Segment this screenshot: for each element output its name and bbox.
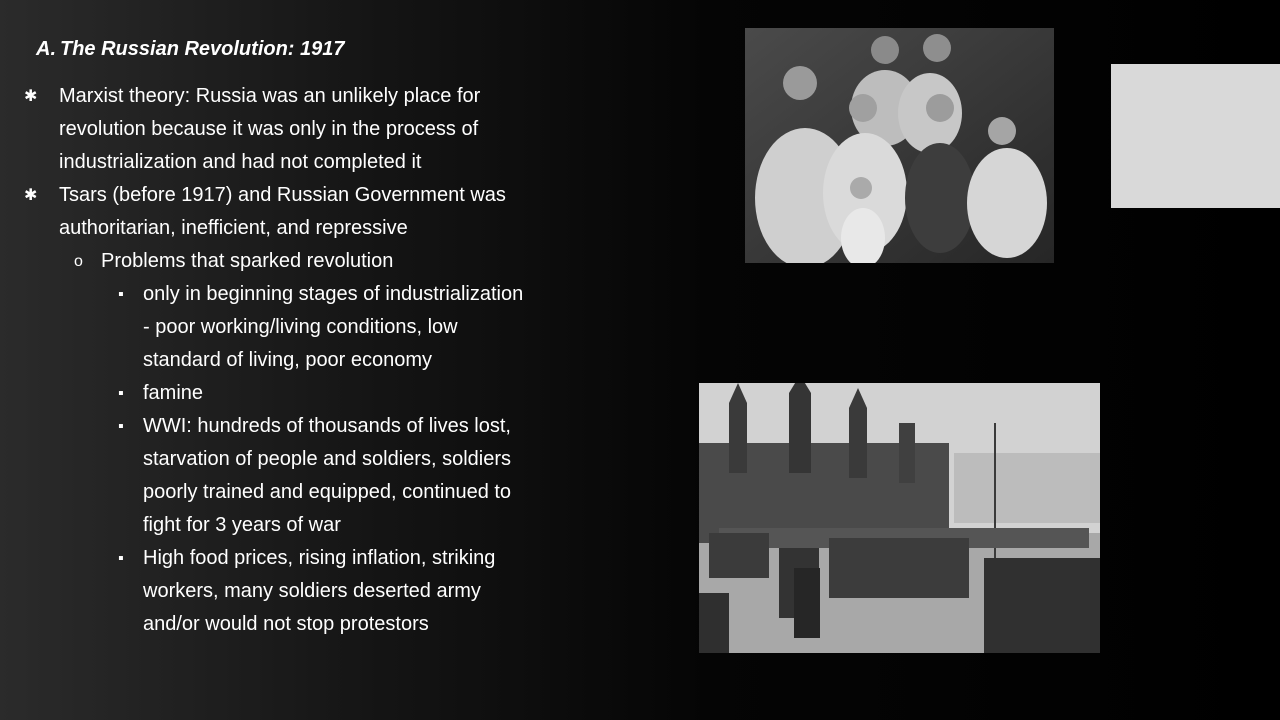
placeholder-box	[1111, 64, 1280, 208]
bullet-line	[24, 245, 604, 278]
bullet-text: standard of living, poor economy	[143, 349, 433, 371]
bullet-text: - poor working/living conditions, low	[143, 316, 458, 338]
bullet-line	[24, 443, 604, 476]
bullet-text: industrialization and had not completed it	[59, 151, 422, 173]
bullet-text: Problems that sparked revolution	[101, 250, 394, 272]
bullet-marker: ▪	[118, 286, 124, 303]
bullet-text: authoritarian, inefficient, and repressive	[59, 217, 408, 239]
bullet-line	[24, 542, 604, 575]
bullet-line	[24, 311, 604, 344]
bullet-text: High food prices, rising inflation, striking	[143, 547, 496, 569]
bullet-line	[24, 179, 604, 212]
bullet-list	[24, 80, 604, 641]
bullet-line	[24, 377, 604, 410]
bullet-marker: ▪	[118, 550, 124, 567]
bullet-line	[24, 410, 604, 443]
bullet-line	[24, 278, 604, 311]
bullet-line	[24, 80, 604, 113]
bullet-marker: ✱	[24, 187, 38, 204]
bullet-text: revolution because it was only in the process of	[59, 118, 479, 140]
bullet-marker: ✱	[24, 88, 38, 105]
bullet-line	[24, 344, 604, 377]
bullet-line	[24, 146, 604, 179]
bullet-text: and/or would not stop protestors	[143, 613, 429, 635]
bullet-line	[24, 476, 604, 509]
bullet-line	[24, 212, 604, 245]
bullet-marker: ▪	[118, 418, 124, 435]
bullet-text: WWI: hundreds of thousands of lives lost,	[143, 415, 511, 437]
bullet-text: workers, many soldiers deserted army	[143, 580, 481, 602]
bullet-text: only in beginning stages of industrialization	[143, 283, 524, 305]
bullet-marker: ▪	[118, 385, 124, 402]
heading-number: A.	[36, 38, 56, 60]
bullet-text: Tsars (before 1917) and Russian Government was	[59, 184, 506, 206]
bullet-line	[24, 608, 604, 641]
romanov-family-photo	[745, 28, 1054, 263]
bullet-text: fight for 3 years of war	[143, 514, 341, 536]
bullet-text: Marxist theory: Russia was an unlikely place for	[59, 85, 481, 107]
bullet-line	[24, 575, 604, 608]
red-square-soldiers-photo	[699, 383, 1100, 653]
heading-text: The Russian Revolution: 1917	[60, 38, 345, 60]
bullet-text: starvation of people and soldiers, soldiers	[143, 448, 511, 470]
bullet-text: famine	[143, 382, 204, 404]
bullet-text: poorly trained and equipped, continued to	[143, 481, 512, 503]
bullet-marker: o	[74, 253, 83, 270]
bullet-line	[24, 113, 604, 146]
slide-heading	[36, 38, 345, 61]
bullet-line	[24, 509, 604, 542]
